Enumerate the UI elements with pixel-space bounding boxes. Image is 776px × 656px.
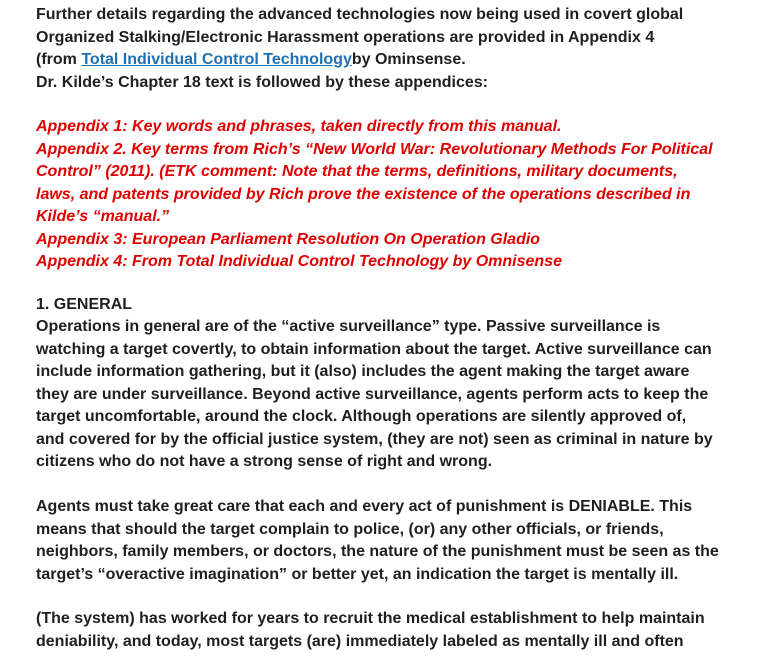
paragraph-general [36, 316, 768, 474]
appendix-line: Control” (2011). (ETK comment: Note that the terms, definitions, military documents, [36, 163, 678, 180]
paragraph-system [36, 608, 768, 653]
paragraph-deniable [36, 496, 768, 586]
appendix-list [36, 116, 768, 274]
paragraph-line: target’s “overactive imagination” or better yet, an indication the target is mentally ill. [36, 565, 679, 583]
intro-line: Organized Stalking/Electronic Harassment operations are provided in Appendix 4 [36, 28, 655, 46]
appendix-line: Appendix 1: Key words and phrases, taken directly from this manual. [36, 118, 562, 135]
appendix-line: Appendix 4: From Total Individual Control Technology by Omnisense [36, 253, 562, 270]
total-individual-control-technology-link[interactable]: Total Individual Control Technology [81, 51, 352, 68]
paragraph-line: deniability, and today, most targets (are) immediately labeled as mentally ill and often [36, 632, 684, 650]
intro-line-with-link [36, 49, 768, 72]
paragraph-line: citizens who do not have a strong sense of right and wrong. [36, 453, 493, 470]
paragraph-line: means that should the target complain to police, (or) any other officials, or friends, [36, 520, 664, 538]
paragraph-line: include information gathering, but it (also) includes the agent making the target aware [36, 363, 690, 380]
section-heading [36, 294, 768, 317]
intro-line: Dr. Kilde’s Chapter 18 text is followed by these appendices: [36, 73, 488, 91]
paragraph-line: Agents must take great care that each and every act of punishment is DENIABLE. This [36, 498, 693, 515]
intro-text: by Ominsense. [351, 51, 466, 68]
paragraph-line: watching a target covertly, to obtain information about the target. Active surveillance can [36, 340, 712, 358]
paragraph-line: (The system) has worked for years to recruit the medical establishment to help maintain [36, 610, 705, 627]
paragraph-line: neighbors, family members, or doctors, the nature of the punishment must be seen as the [36, 543, 719, 560]
intro-paragraph [36, 4, 768, 94]
intro-text: (from [36, 51, 82, 68]
appendix-line: Appendix 3: European Parliament Resolution On Operation Gladio [36, 230, 541, 248]
paragraph-line: target uncomfortable, around the clock. Although operations are silently approved of, [36, 408, 687, 425]
appendix-line: laws, and patents provided by Rich prove the existence of the operations described in [36, 185, 691, 203]
paragraph-line: they are under surveillance. Beyond active surveillance, agents perform acts to keep the [36, 385, 709, 403]
appendix-line: Appendix 2. Key terms from Rich’s “New World War: Revolutionary Methods For Political [36, 140, 713, 158]
paragraph-line: and covered for by the official justice system, (they are not) seen as criminal in nature by [36, 430, 713, 448]
appendix-line: Kilde’s “manual.” [36, 208, 170, 225]
paragraph-line: Operations in general are of the “active surveillance” type. Passive surveillance is [36, 318, 661, 335]
section-heading-text: 1. GENERAL [36, 296, 133, 313]
intro-line: Further details regarding the advanced technologies now being used in covert global [36, 6, 684, 23]
